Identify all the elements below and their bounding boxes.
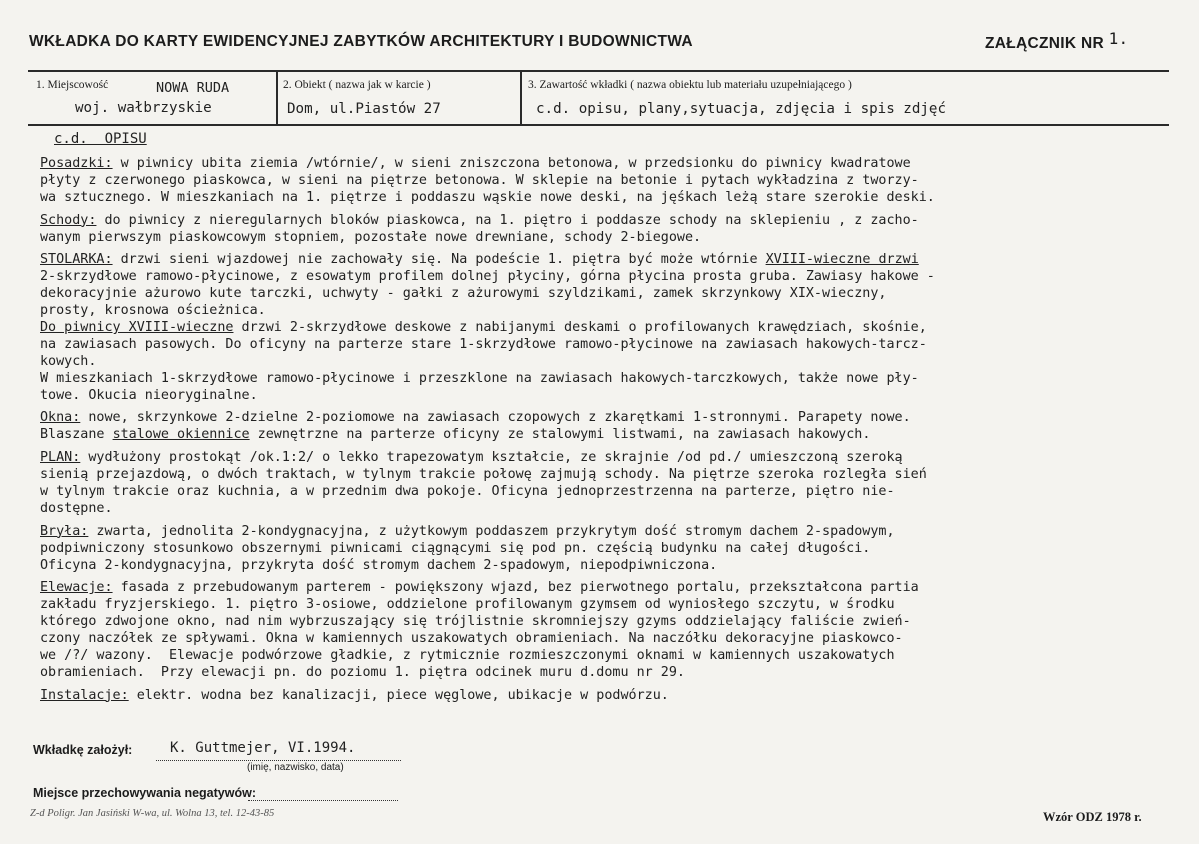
- contents-label: 3. Zawartość wkładki ( nazwa obiektu lub materiału uzupełniającego ): [528, 79, 852, 91]
- attachment-number: [985, 29, 1129, 53]
- text-span: do piwnicy z nieregularnych bloków piaskowca, na 1. piętro i poddasze schody na sklepieniu , z zacho-: [96, 212, 919, 228]
- text-line: [40, 213, 1190, 230]
- posadzki-heading: Posadzki:: [40, 156, 113, 171]
- card-title: WKŁADKA DO KARTY EWIDENCYJNEJ ZABYTKÓW ARCHITEKTURY I BUDOWNICTWA: [29, 33, 693, 50]
- printer-credit: Z-d Poligr. Jan Jasiński W-wa, ul. Wolna 13, tel. 12-43-85: [30, 808, 275, 819]
- attachment-value: 1.: [1108, 29, 1129, 48]
- field-divider-1: [276, 70, 278, 125]
- contents-value: c.d. opisu, plany,sytuacja, zdjęcia i spis zdjęć: [536, 101, 946, 117]
- text-span: stalowe okiennice: [112, 427, 250, 443]
- text-line: kowych.: [40, 353, 97, 369]
- stolarka-heading: STOLARKA:: [40, 252, 113, 268]
- locality-label: 1. Miejscowość: [36, 79, 109, 91]
- text-line: na zawiasach pasowych. Do oficyny na parterze stare 1-skrzydłowe ramowo-płycinowe na zawiasach hakowych-tarcz-: [40, 336, 927, 352]
- text-line: [40, 427, 1190, 444]
- text-line: obramieniach. Przy elewacji pn. do poziomu 1. piętra odcinek muru d.domu nr 29.: [40, 664, 685, 680]
- negatives-dotted-line: [248, 800, 398, 801]
- text-line: zakładu fryzjerskiego. 1. piętro 3-osiowe, oddzielone profilowanym gzymsem od wyniosłego szczytu, w środku: [40, 597, 895, 613]
- text-span: wydłużony prostokąt /ok.1:2/ o lekko trapezowatym kształcie, ze skrajnie /od pd./ umieszczoną szeroką: [80, 450, 903, 466]
- section-heading: c.d. OPISU: [54, 131, 147, 147]
- text-line: [40, 410, 1190, 427]
- text-span: zewnętrzne na parterze oficyny ze stalowymi listwami, na zawiasach hakowych.: [249, 427, 871, 443]
- text-line: [40, 450, 1190, 467]
- text-line: sienią przejazdową, o dwóch traktach, w tylnym trakcie połowę zajmują schody. Na piętrze szeroka rozległa sień: [40, 467, 927, 483]
- author-caption: (imię, nazwisko, data): [247, 762, 344, 773]
- locality-value: NOWA RUDA: [156, 80, 230, 96]
- text-span: Do piwnicy XVIII-wieczne: [40, 320, 234, 336]
- object-value: Dom, ul.Piastów 27: [287, 101, 441, 117]
- text-line: [40, 156, 1190, 173]
- fields-bottom-rule: [28, 124, 1169, 126]
- schody-heading: Schody:: [40, 212, 97, 228]
- text-span: fasada z przebudowanym parterem - powiększony wjazd, bez pierwotnego portalu, przekształcona partia: [112, 580, 919, 596]
- text-line: prosty, krosnowa ościeżnica.: [40, 303, 266, 319]
- attachment-label: ZAŁĄCZNIK NR: [985, 35, 1104, 52]
- text-line: płyty z czerwonego piaskowca, w sieni na piętrze betonowa. W sklepie na betonie i pytach wykładzina z tworzy-: [40, 172, 919, 188]
- top-rule: [28, 70, 1169, 72]
- text-line: [40, 688, 1190, 705]
- negatives-label: Miejsce przechowywania negatywów:: [33, 786, 256, 800]
- field-divider-2: [520, 70, 522, 125]
- text-line: Oficyna 2-kondygnacyjna, przykryta dość stromym dachem 2-spadowym, niepodpiwniczona.: [40, 557, 718, 573]
- text-line: dostępne.: [40, 500, 113, 516]
- text-span: w piwnicy ubita ziemia /wtórnie/, w sieni zniszczona betonowa, w przedsionku do piwnicy kwadratowe: [112, 156, 911, 171]
- text-line: towe. Okucia nieoryginalne.: [40, 387, 258, 403]
- text-span: zwarta, jednolita 2-kondygnacyjna, z użytkowym poddaszem przykrytym dość stromym dachem 2-spadowym,: [88, 523, 895, 539]
- bryla-heading: Bryła:: [40, 523, 89, 539]
- text-line: 2-skrzydłowe ramowo-płycinowe, z esowatym profilem dolnej płyciny, górna płycina prosta gruba. Zawiasy hakowe -: [40, 269, 935, 285]
- okna-heading: Okna:: [40, 410, 81, 426]
- instalacje-heading: Instalacje:: [40, 687, 129, 703]
- text-line: dekoracyjnie ażurowo kute tarczki, uchwyty - gałki z ażurowymi szyldzikami, zamek skrzynkowy XIX-wieczny,: [40, 286, 887, 302]
- text-line: wa sztucznego. W mieszkaniach na 1. piętrze i poddaszu wąskie nowe deski, na jęśkach leżą stare szerokie deski.: [40, 189, 935, 205]
- text-line: [40, 524, 1190, 541]
- text-line: którego zdwojone okno, nad nim wybrzuszający się trójlistnie skromniejszy gzyms oddzielający faliście zwień-: [40, 614, 911, 630]
- text-line: [40, 252, 1190, 269]
- form-model-label: Wzór ODZ 1978 r.: [1043, 810, 1142, 824]
- text-line: podpiwniczony stosunkowo obszernymi piwnicami ciągnącymi się pod pn. częścią budynku na całej długości.: [40, 540, 871, 556]
- text-line: wanym pierwszym piaskowcowym stopniem, pozostałe nowe drewniane, schody 2-biegowe.: [40, 229, 702, 245]
- text-span: XVIII-wieczne drzwi: [765, 252, 919, 268]
- description-body: [40, 156, 1190, 705]
- text-line: [40, 320, 1190, 337]
- author-label: Wkładkę założył:: [33, 743, 133, 757]
- text-span: Blaszane: [40, 427, 113, 443]
- object-label: 2. Obiekt ( nazwa jak w karcie ): [283, 79, 431, 91]
- text-line: w tylnym trakcie oraz kuchnia, a w przednim dwa pokoje. Oficyna jednoprzestrzenna na parterze, piętro nie-: [40, 484, 895, 500]
- author-value: K. Guttmejer, VI.1994.: [170, 740, 356, 756]
- text-line: we /?/ wazony. Elewacje podwórzowe gładkie, z rytmicznie rozmieszczonymi oknami w kamiennych uszakowatych: [40, 648, 895, 664]
- elewacje-heading: Elewacje:: [40, 580, 113, 596]
- voivodeship-value: woj. wałbrzyskie: [75, 100, 212, 116]
- text-span: drzwi sieni wjazdowej nie zachowały się. Na podeście 1. piętra być może wtórnie: [112, 252, 766, 268]
- text-line: [40, 580, 1190, 597]
- text-line: W mieszkaniach 1-skrzydłowe ramowo-płycinowe i przeszklone na zawiasach hakowych-tarczkowych, także nowe pły-: [40, 370, 919, 386]
- text-span: elektr. wodna bez kanalizacji, piece węglowe, ubikacje w podwórzu.: [128, 687, 669, 703]
- author-dotted-line: [156, 760, 401, 761]
- text-line: czony naczółek ze spływami. Okna w kamiennych uszakowatych obramieniach. Na naczółku dekoracyjne piaskowco-: [40, 631, 903, 647]
- text-span: drzwi 2-skrzydłowe deskowe z nabijanymi deskami o profilowanych krawędziach, skośnie,: [233, 320, 927, 336]
- plan-heading: PLAN:: [40, 450, 81, 466]
- text-span: nowe, skrzynkowe 2-dzielne 2-poziomowe na zawiasach czopowych z zkarętkami 1-stronnymi. Parapety nowe.: [80, 410, 911, 426]
